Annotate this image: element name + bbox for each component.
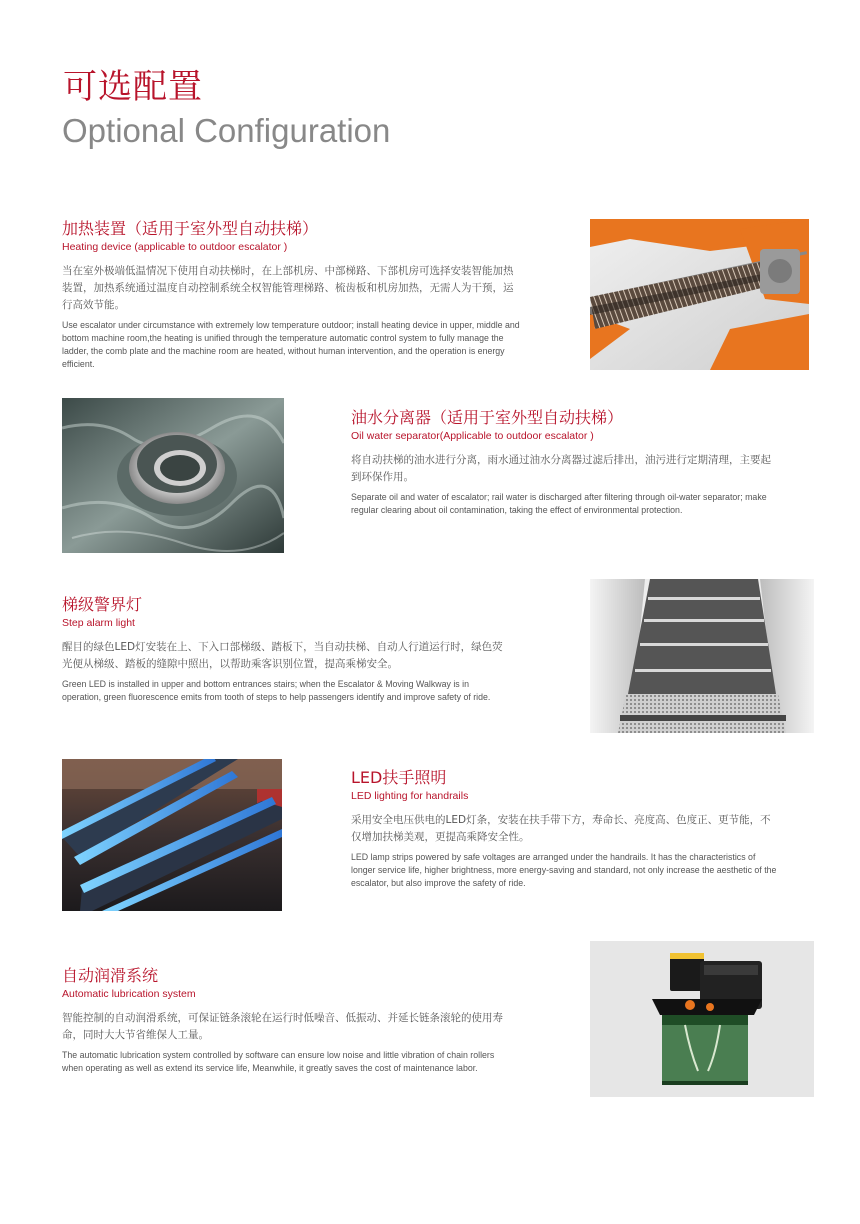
page-title-en: Optional Configuration <box>62 112 391 149</box>
section-title-en: LED lighting for handrails <box>351 790 469 802</box>
section-heating-device <box>62 219 522 371</box>
heating-device-photo <box>590 219 809 370</box>
section-desc-cn: 醒目的绿色LED灯安装在上、下入口部梯级、踏板下，当自动扶梯、自动人行道运行时，绿色荧光便从梯级、踏板的缝隙中照出，以帮助乘客识别位置，提高乘梯安全。 <box>62 641 503 670</box>
section-desc-en: The automatic lubrication system controlled by software can ensure low noise and little vibration of chain rollers when operating as well as extend its service life, Meanwhile, it greatly saves the cost of maintenance labor. <box>62 1050 495 1073</box>
section-title-en: Step alarm light <box>62 617 135 629</box>
section-desc-en: Separate oil and water of escalator; rail water is discharged after filtering through oil-water separator; make regular clearing about oil contamination, taking the effect of environmental protection. <box>351 492 767 515</box>
section-title-en: Automatic lubrication system <box>62 988 196 1000</box>
section-title-cn: 自动润滑系统 <box>62 966 159 985</box>
step-alarm-light-photo <box>590 579 814 733</box>
section-title-en: Heating device (applicable to outdoor escalator ) <box>62 241 288 253</box>
section-title-cn: 油水分离器（适用于室外型自动扶梯） <box>351 408 624 427</box>
section-desc-cn: 采用安全电压供电的LED灯条，安装在扶手带下方，寿命长、亮度高、色度正、更节能，不仅增加扶梯美观，更提高乘降安全性。 <box>351 814 771 843</box>
section-desc-cn: 当在室外极端低温情况下使用自动扶梯时，在上部机房、中部梯路、下部机房可选择安装智能加热装置，加热系统通过温度自动控制系统全权智能管理梯路、梳齿板和机房加热，无需人为干预，运行高效节能。 <box>62 265 514 311</box>
section-desc-en: LED lamp strips powered by safe voltages are arranged under the handrails. It has the characteristics of longer service life, higher brightness, more energy-saving and standard, not only increase the aesthetic of the escalator, but also improve the safety of ride. <box>351 852 777 888</box>
section-oil-water-separator <box>351 408 781 517</box>
section-title-cn: LED扶手照明 <box>351 768 447 787</box>
section-step-alarm-light <box>62 595 510 704</box>
section-title-en: Oil water separator(Applicable to outdoor escalator ) <box>351 430 594 442</box>
section-title-cn: 梯级警界灯 <box>62 595 143 614</box>
section-desc-en: Green LED is installed in upper and bottom entrances stairs; when the Escalator & Moving Walkway is in operation, green fluorescence emits from tooth of steps to help passengers identify and improve safety of ride. <box>62 679 491 702</box>
section-title-cn: 加热装置（适用于室外型自动扶梯） <box>62 219 319 238</box>
page-title-cn: 可选配置 <box>63 67 203 107</box>
oil-water-separator-photo <box>62 398 284 553</box>
section-desc-cn: 将自动扶梯的油水进行分离，雨水通过油水分离器过滤后排出，油污进行定期清理，主要起到环保作用。 <box>351 454 771 483</box>
section-desc-cn: 智能控制的自动润滑系统，可保证链条滚轮在运行时低噪音、低振动、并延长链条滚轮的使用寿命，同时大大节省维保人工量。 <box>62 1012 503 1041</box>
section-desc-en: Use escalator under circumstance with extremely low temperature outdoor; install heating device in upper, middle and bottom machine room,the heating is unified through the temperature automatic control system to fully manage the ladder, the comb plate and the machine room are heated, without human intervention, and the operation is energy efficient. <box>62 320 520 369</box>
section-led-handrail-lighting <box>351 768 779 890</box>
section-automatic-lubrication <box>62 966 510 1075</box>
lubrication-system-photo <box>590 941 814 1097</box>
led-handrail-photo <box>62 759 282 911</box>
